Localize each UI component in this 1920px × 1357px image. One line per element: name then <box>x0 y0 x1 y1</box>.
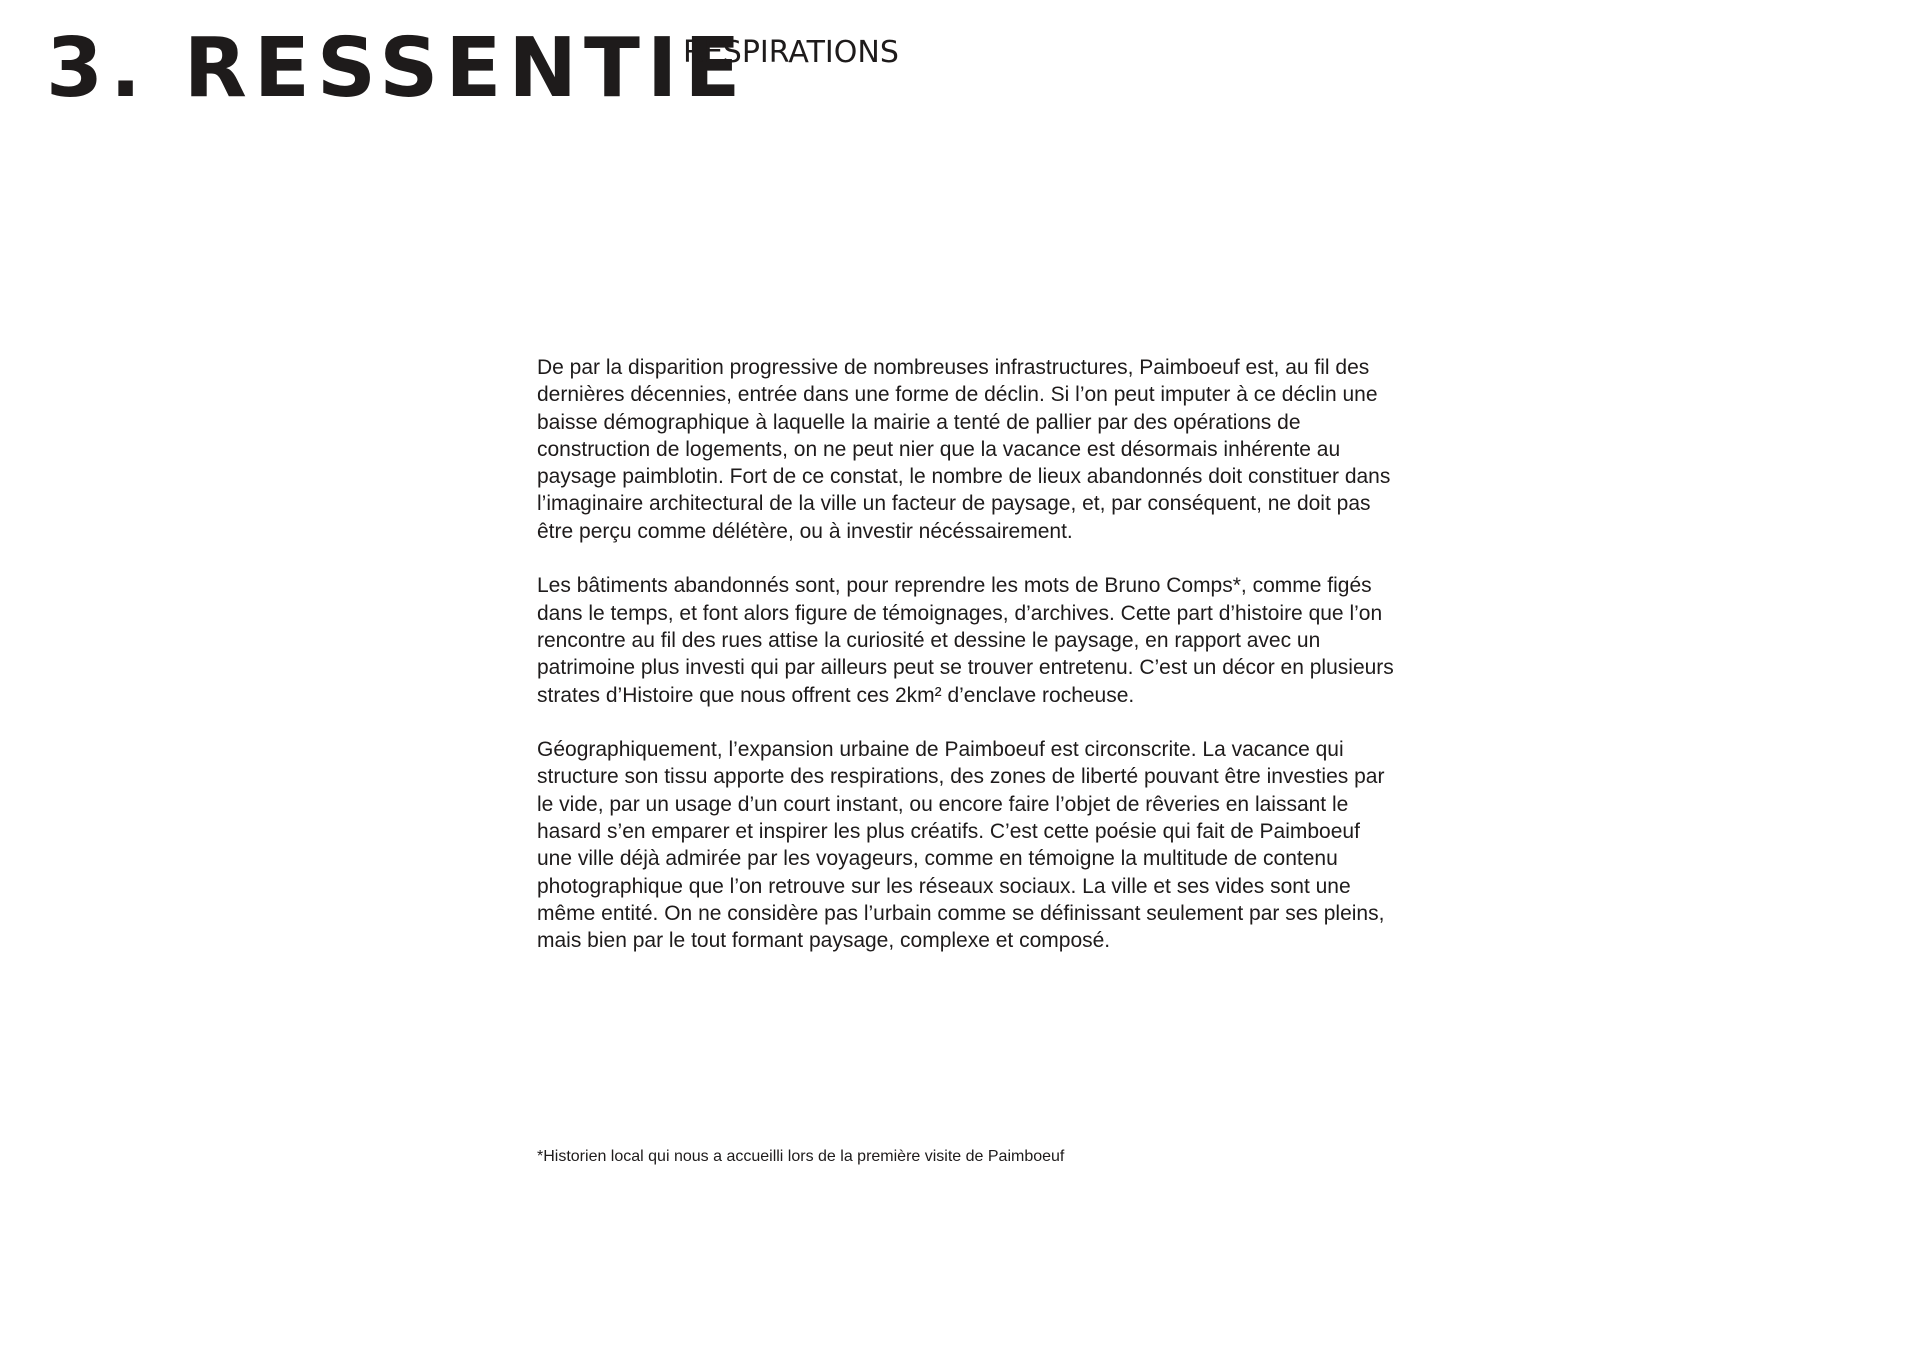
footnote: *Historien local qui nous a accueilli lors de la première visite de Paimboeuf <box>537 1148 1065 1165</box>
section-subtitle: RESPIRATIONS <box>683 35 899 70</box>
paragraph: Géographiquement, l’expansion urbaine de Paimboeuf est circonscrite. La vacance qui structure son tissu apporte des respirations, des zones de liberté pouvant être investies par le vide, par un usage d’un court instant, ou encore faire l’objet de rêveries en laissant le hasard s’en emparer et inspirer les plus créatifs. C’est cette poésie qui fait de Paimboeuf une ville déjà admirée par les voyageurs, comme en témoigne la multitude de contenu photographique que l’on retrouve sur les réseaux sociaux. La ville et ses vides sont une même entité. On ne considère pas l’urbain comme se définissant seulement par ses pleins, mais bien par le tout formant paysage, complexe et composé. <box>537 738 1385 953</box>
page-title: 3. RESSENTIE <box>46 21 748 116</box>
paragraph: De par la disparition progressive de nombreuses infrastructures, Paimboeuf est, au fil des dernières décennies, entrée dans une forme de déclin. Si l’on peut imputer à ce déclin une baisse démographique à laquelle la mairie a tenté de pallier par des opérations de construction de logements, on ne peut nier que la vacance est désormais inhérente au paysage paimblotin. Fort de ce constat, le nombre de lieux abandonnés doit constituer dans l’imaginaire architectural de la ville un facteur de paysage, et, par conséquent, ne doit pas être perçu comme délétère, ou à investir nécéssairement. <box>537 356 1391 543</box>
body-text <box>537 354 1397 955</box>
paragraph: Les bâtiments abandonnés sont, pour reprendre les mots de Bruno Comps*, comme figés dans le temps, et font alors figure de témoignages, d’archives. Cette part d’histoire que l’on rencontre au fil des rues attise la curiosité et dessine le paysage, en rapport avec un patrimoine plus investi qui par ailleurs peut se trouver entretenu. C’est un décor en plusieurs strates d’Histoire que nous offrent ces 2km² d’enclave rocheuse. <box>537 574 1394 707</box>
